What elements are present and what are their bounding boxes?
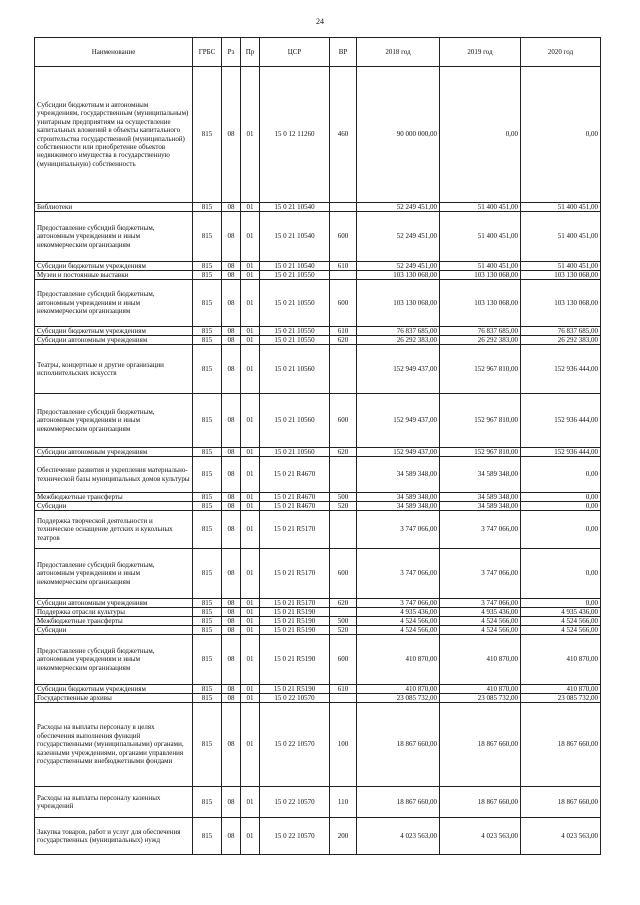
cell-grbs: 815: [193, 457, 222, 493]
cell-y2018: 23 085 732,00: [357, 694, 440, 703]
cell-y2020: 152 936 444,00: [521, 345, 601, 394]
cell-y2020: 152 936 444,00: [521, 394, 601, 448]
cell-pr: 01: [241, 203, 260, 212]
cell-y2019: 34 589 348,00: [440, 493, 521, 502]
cell-y2020: 103 130 068,00: [521, 280, 601, 327]
cell-pr: 01: [241, 608, 260, 617]
cell-rz: 08: [222, 448, 241, 457]
cell-grbs: 815: [193, 599, 222, 608]
cell-csr: 15 0 21 10540: [260, 262, 330, 271]
table-row: [35, 787, 601, 818]
cell-y2018: 152 949 437,00: [357, 394, 440, 448]
cell-csr: 15 0 21 R5190: [260, 685, 330, 694]
cell-name: Театры, концертные и другие организации исполнительских искусств: [35, 345, 193, 394]
cell-name: Закупка товаров, работ и услуг для обеспечения государственных (муниципальных) нужд: [35, 818, 193, 855]
cell-y2020: 0,00: [521, 511, 601, 549]
cell-pr: 01: [241, 345, 260, 394]
cell-vr: 500: [330, 493, 357, 502]
cell-y2020: 51 400 451,00: [521, 262, 601, 271]
cell-y2020: 103 130 068,00: [521, 271, 601, 280]
header-name: Наименование: [35, 38, 193, 67]
table-row: [35, 212, 601, 262]
cell-grbs: 815: [193, 685, 222, 694]
cell-grbs: 815: [193, 502, 222, 511]
cell-y2018: 34 589 348,00: [357, 457, 440, 493]
cell-y2019: 51 400 451,00: [440, 203, 521, 212]
cell-csr: 15 0 21 R5190: [260, 626, 330, 635]
cell-pr: 01: [241, 818, 260, 855]
cell-pr: 01: [241, 511, 260, 549]
cell-pr: 01: [241, 617, 260, 626]
cell-y2018: 410 870,00: [357, 685, 440, 694]
cell-y2019: 152 967 810,00: [440, 345, 521, 394]
cell-grbs: 815: [193, 549, 222, 599]
cell-rz: 08: [222, 457, 241, 493]
cell-grbs: 815: [193, 608, 222, 617]
table-row: [35, 457, 601, 493]
cell-y2018: 4 524 566,00: [357, 626, 440, 635]
cell-csr: 15 0 21 R4670: [260, 457, 330, 493]
cell-y2020: 0,00: [521, 457, 601, 493]
cell-name: Обеспечение развития и укрепления материально-технической базы муниципальных домов культуры: [35, 457, 193, 493]
cell-y2019: 4 524 566,00: [440, 626, 521, 635]
table-row: [35, 599, 601, 608]
cell-name: Субсидии бюджетным учреждениям: [35, 262, 193, 271]
cell-csr: 15 0 21 R5170: [260, 511, 330, 549]
cell-csr: 15 0 21 R5190: [260, 608, 330, 617]
header-vr: ВР: [330, 38, 357, 67]
cell-csr: 15 0 22 10570: [260, 787, 330, 818]
cell-vr: 620: [330, 448, 357, 457]
cell-csr: 15 0 21 10540: [260, 212, 330, 262]
cell-name: Государственные архивы: [35, 694, 193, 703]
table-row: [35, 394, 601, 448]
table-row: [35, 608, 601, 617]
cell-csr: 15 0 21 10560: [260, 394, 330, 448]
cell-csr: 15 0 21 R5190: [260, 617, 330, 626]
cell-vr: 200: [330, 818, 357, 855]
cell-rz: 08: [222, 67, 241, 203]
cell-y2019: 4 935 436,00: [440, 608, 521, 617]
cell-y2020: 4 524 566,00: [521, 626, 601, 635]
cell-y2018: 18 867 660,00: [357, 787, 440, 818]
cell-name: Предоставление субсидий бюджетным, автономным учреждениям и иным некоммерческим организациям: [35, 212, 193, 262]
cell-rz: 08: [222, 549, 241, 599]
table-row: [35, 448, 601, 457]
cell-pr: 01: [241, 457, 260, 493]
cell-name: Межбюджетные трансферты: [35, 493, 193, 502]
table-body: [35, 67, 601, 855]
table-row: [35, 280, 601, 327]
cell-y2020: 0,00: [521, 67, 601, 203]
cell-csr: 15 0 21 10560: [260, 345, 330, 394]
cell-name: Предоставление субсидий бюджетным, автономным учреждениям и иным некоммерческим организациям: [35, 280, 193, 327]
cell-pr: 01: [241, 703, 260, 787]
cell-vr: 620: [330, 599, 357, 608]
cell-y2020: 18 867 660,00: [521, 787, 601, 818]
cell-y2020: 4 935 436,00: [521, 608, 601, 617]
cell-vr: 610: [330, 262, 357, 271]
cell-y2020: 0,00: [521, 599, 601, 608]
cell-y2020: 51 400 451,00: [521, 203, 601, 212]
cell-rz: 08: [222, 345, 241, 394]
cell-name: Субсидии бюджетным учреждениям: [35, 685, 193, 694]
cell-grbs: 815: [193, 635, 222, 685]
cell-y2018: 18 867 660,00: [357, 703, 440, 787]
table-row: [35, 549, 601, 599]
table-row: [35, 818, 601, 855]
cell-vr: 610: [330, 685, 357, 694]
cell-vr: 600: [330, 635, 357, 685]
cell-name: Межбюджетные трансферты: [35, 617, 193, 626]
cell-name: Предоставление субсидий бюджетным, автономным учреждениям и иным некоммерческим организациям: [35, 635, 193, 685]
cell-y2019: 18 867 660,00: [440, 787, 521, 818]
cell-vr: [330, 271, 357, 280]
cell-vr: 520: [330, 502, 357, 511]
cell-grbs: 815: [193, 511, 222, 549]
cell-rz: 08: [222, 608, 241, 617]
table-row: [35, 203, 601, 212]
cell-vr: 600: [330, 394, 357, 448]
cell-y2019: 18 867 660,00: [440, 703, 521, 787]
cell-name: Субсидии: [35, 502, 193, 511]
cell-name: Субсидии автономным учреждениям: [35, 336, 193, 345]
table-row: [35, 262, 601, 271]
cell-vr: 100: [330, 703, 357, 787]
cell-y2018: 52 249 451,00: [357, 203, 440, 212]
header-grbs: ГРБС: [193, 38, 222, 67]
cell-name: Расходы на выплаты персоналу в целях обеспечения выполнения функций государственными (муниципальными) органами, казенными учреждениями, органами управления государственными внебюджетными фондами: [35, 703, 193, 787]
cell-pr: 01: [241, 262, 260, 271]
cell-csr: 15 0 21 R4670: [260, 493, 330, 502]
cell-pr: 01: [241, 549, 260, 599]
cell-y2018: 3 747 066,00: [357, 599, 440, 608]
cell-name: Субсидии бюджетным учреждениям: [35, 327, 193, 336]
cell-rz: 08: [222, 599, 241, 608]
table-row: [35, 67, 601, 203]
cell-y2018: 152 949 437,00: [357, 448, 440, 457]
table-row: [35, 271, 601, 280]
cell-y2019: 51 400 451,00: [440, 262, 521, 271]
cell-vr: [330, 457, 357, 493]
cell-rz: 08: [222, 493, 241, 502]
table-row: [35, 345, 601, 394]
cell-y2020: 26 292 383,00: [521, 336, 601, 345]
cell-csr: 15 0 21 10550: [260, 336, 330, 345]
table-row: [35, 493, 601, 502]
cell-vr: [330, 203, 357, 212]
cell-rz: 08: [222, 502, 241, 511]
cell-pr: 01: [241, 694, 260, 703]
cell-grbs: 815: [193, 703, 222, 787]
cell-y2020: 51 400 451,00: [521, 212, 601, 262]
table-row: [35, 703, 601, 787]
cell-y2020: 4 023 563,00: [521, 818, 601, 855]
cell-y2020: 76 837 685,00: [521, 327, 601, 336]
cell-pr: 01: [241, 394, 260, 448]
cell-pr: 01: [241, 327, 260, 336]
header-2020: 2020 год: [521, 38, 601, 67]
cell-rz: 08: [222, 818, 241, 855]
cell-csr: 15 0 21 R5170: [260, 549, 330, 599]
cell-csr: 15 0 21 10550: [260, 327, 330, 336]
cell-rz: 08: [222, 635, 241, 685]
header-pr: Пр: [241, 38, 260, 67]
table-row: [35, 635, 601, 685]
cell-vr: 620: [330, 336, 357, 345]
table-row: [35, 502, 601, 511]
header-2019: 2019 год: [440, 38, 521, 67]
cell-pr: 01: [241, 626, 260, 635]
cell-vr: 110: [330, 787, 357, 818]
cell-rz: 08: [222, 617, 241, 626]
cell-grbs: 815: [193, 271, 222, 280]
cell-vr: [330, 694, 357, 703]
cell-y2018: 4 524 566,00: [357, 617, 440, 626]
cell-grbs: 815: [193, 336, 222, 345]
cell-rz: 08: [222, 262, 241, 271]
table-row: [35, 336, 601, 345]
cell-vr: 520: [330, 626, 357, 635]
cell-y2019: 4 023 563,00: [440, 818, 521, 855]
cell-grbs: 815: [193, 203, 222, 212]
cell-name: Поддержка отрасли культуры: [35, 608, 193, 617]
cell-y2018: 26 292 383,00: [357, 336, 440, 345]
cell-vr: 500: [330, 617, 357, 626]
cell-y2019: 152 967 810,00: [440, 394, 521, 448]
cell-pr: 01: [241, 635, 260, 685]
cell-rz: 08: [222, 626, 241, 635]
cell-y2018: 410 870,00: [357, 635, 440, 685]
cell-csr: 15 0 22 10570: [260, 694, 330, 703]
cell-pr: 01: [241, 212, 260, 262]
cell-y2020: 0,00: [521, 493, 601, 502]
cell-y2018: 3 747 066,00: [357, 511, 440, 549]
cell-pr: 01: [241, 493, 260, 502]
cell-y2019: 34 589 348,00: [440, 502, 521, 511]
table-row: [35, 327, 601, 336]
table-row: [35, 685, 601, 694]
cell-y2020: 18 867 660,00: [521, 703, 601, 787]
cell-vr: [330, 345, 357, 394]
cell-y2018: 52 249 451,00: [357, 262, 440, 271]
cell-y2019: 410 870,00: [440, 635, 521, 685]
budget-table: [34, 37, 601, 855]
cell-rz: 08: [222, 703, 241, 787]
cell-grbs: 815: [193, 493, 222, 502]
cell-pr: 01: [241, 336, 260, 345]
cell-grbs: 815: [193, 262, 222, 271]
cell-y2018: 3 747 066,00: [357, 549, 440, 599]
table-row: [35, 511, 601, 549]
cell-rz: 08: [222, 327, 241, 336]
cell-pr: 01: [241, 271, 260, 280]
cell-pr: 01: [241, 448, 260, 457]
cell-name: Субсидии бюджетным и автономным учреждениям, государственным (муниципальным) унитарным предприятиям на осуществление капитальных вложений в объекты капитального строительства государственной (муниципальной) собственности или приобретение объектов недвижимого имущества в государственную (муниципальную) собственность: [35, 67, 193, 203]
cell-y2020: 410 870,00: [521, 685, 601, 694]
table-row: [35, 617, 601, 626]
cell-y2020: 4 524 566,00: [521, 617, 601, 626]
cell-y2018: 76 837 685,00: [357, 327, 440, 336]
cell-grbs: 815: [193, 212, 222, 262]
cell-y2018: 90 000 000,00: [357, 67, 440, 203]
cell-name: Поддержка творческой деятельности и техническое оснащение детских и кукольных театров: [35, 511, 193, 549]
cell-pr: 01: [241, 787, 260, 818]
cell-y2019: 4 524 566,00: [440, 617, 521, 626]
cell-csr: 15 0 21 R5190: [260, 635, 330, 685]
cell-csr: 15 0 21 10560: [260, 448, 330, 457]
cell-y2019: 410 870,00: [440, 685, 521, 694]
cell-vr: [330, 511, 357, 549]
cell-vr: 600: [330, 549, 357, 599]
cell-y2019: 26 292 383,00: [440, 336, 521, 345]
cell-y2019: 76 837 685,00: [440, 327, 521, 336]
cell-name: Субсидии автономным учреждениям: [35, 448, 193, 457]
cell-vr: [330, 608, 357, 617]
cell-y2020: 410 870,00: [521, 635, 601, 685]
cell-name: Музеи и постоянные выставки: [35, 271, 193, 280]
cell-csr: 15 0 12 11260: [260, 67, 330, 203]
cell-y2018: 4 935 436,00: [357, 608, 440, 617]
cell-rz: 08: [222, 511, 241, 549]
cell-y2020: 23 085 732,00: [521, 694, 601, 703]
cell-y2018: 34 589 348,00: [357, 502, 440, 511]
header-csr: ЦСР: [260, 38, 330, 67]
cell-pr: 01: [241, 67, 260, 203]
cell-grbs: 815: [193, 67, 222, 203]
header-row: [35, 38, 601, 67]
cell-y2020: 0,00: [521, 549, 601, 599]
cell-csr: 15 0 22 10570: [260, 703, 330, 787]
cell-y2019: 152 967 810,00: [440, 448, 521, 457]
cell-csr: 15 0 21 10550: [260, 271, 330, 280]
cell-rz: 08: [222, 394, 241, 448]
cell-y2020: 152 936 444,00: [521, 448, 601, 457]
cell-y2019: 3 747 066,00: [440, 511, 521, 549]
cell-grbs: 815: [193, 394, 222, 448]
cell-csr: 15 0 21 10540: [260, 203, 330, 212]
cell-y2020: 0,00: [521, 502, 601, 511]
cell-rz: 08: [222, 271, 241, 280]
cell-grbs: 815: [193, 617, 222, 626]
cell-rz: 08: [222, 694, 241, 703]
cell-y2019: 3 747 066,00: [440, 599, 521, 608]
cell-vr: 600: [330, 280, 357, 327]
cell-grbs: 815: [193, 345, 222, 394]
cell-rz: 08: [222, 685, 241, 694]
cell-y2019: 0,00: [440, 67, 521, 203]
cell-grbs: 815: [193, 787, 222, 818]
cell-grbs: 815: [193, 280, 222, 327]
cell-csr: 15 0 22 10570: [260, 818, 330, 855]
cell-grbs: 815: [193, 818, 222, 855]
cell-rz: 08: [222, 336, 241, 345]
cell-name: Расходы на выплаты персоналу казенных учреждений: [35, 787, 193, 818]
cell-y2019: 23 085 732,00: [440, 694, 521, 703]
table-row: [35, 694, 601, 703]
cell-name: Библиотеки: [35, 203, 193, 212]
cell-rz: 08: [222, 787, 241, 818]
page-number: 24: [316, 17, 324, 26]
cell-vr: 600: [330, 212, 357, 262]
cell-name: Субсидии автономным учреждениям: [35, 599, 193, 608]
cell-pr: 01: [241, 280, 260, 327]
cell-grbs: 815: [193, 448, 222, 457]
cell-vr: 460: [330, 67, 357, 203]
cell-csr: 15 0 21 10550: [260, 280, 330, 327]
cell-name: Субсидии: [35, 626, 193, 635]
cell-rz: 08: [222, 212, 241, 262]
cell-y2019: 34 589 348,00: [440, 457, 521, 493]
cell-vr: 610: [330, 327, 357, 336]
cell-y2019: 3 747 066,00: [440, 549, 521, 599]
cell-pr: 01: [241, 599, 260, 608]
cell-csr: 15 0 21 R4670: [260, 502, 330, 511]
table-row: [35, 626, 601, 635]
cell-name: Предоставление субсидий бюджетным, автономным учреждениям и иным некоммерческим организациям: [35, 549, 193, 599]
header-2018: 2018 год: [357, 38, 440, 67]
header-rz: Рз: [222, 38, 241, 67]
cell-csr: 15 0 21 R5170: [260, 599, 330, 608]
cell-rz: 08: [222, 280, 241, 327]
cell-y2018: 52 249 451,00: [357, 212, 440, 262]
cell-y2019: 103 130 068,00: [440, 271, 521, 280]
cell-y2018: 103 130 068,00: [357, 271, 440, 280]
cell-y2018: 103 130 068,00: [357, 280, 440, 327]
cell-y2018: 4 023 563,00: [357, 818, 440, 855]
cell-y2018: 152 949 437,00: [357, 345, 440, 394]
cell-grbs: 815: [193, 626, 222, 635]
cell-y2018: 34 589 348,00: [357, 493, 440, 502]
cell-pr: 01: [241, 502, 260, 511]
cell-grbs: 815: [193, 327, 222, 336]
cell-grbs: 815: [193, 694, 222, 703]
cell-pr: 01: [241, 685, 260, 694]
cell-name: Предоставление субсидий бюджетным, автономным учреждениям и иным некоммерческим организациям: [35, 394, 193, 448]
cell-rz: 08: [222, 203, 241, 212]
cell-y2019: 103 130 068,00: [440, 280, 521, 327]
cell-y2019: 51 400 451,00: [440, 212, 521, 262]
